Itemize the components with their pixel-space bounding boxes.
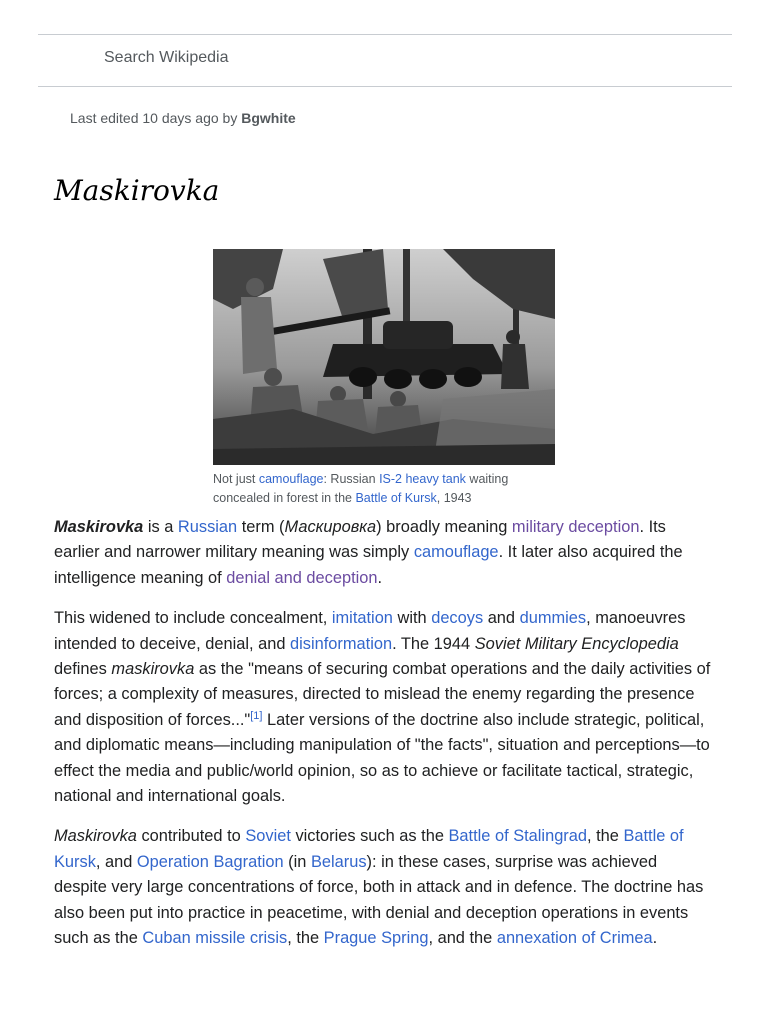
link-battle-of-stalingrad[interactable]: Battle of Stalingrad — [448, 827, 587, 846]
reference-1[interactable]: [1] — [250, 709, 263, 722]
link-is2-heavy-tank[interactable]: IS-2 heavy tank — [379, 472, 466, 486]
link-operation-bagration[interactable]: Operation Bagration — [136, 852, 284, 871]
link-cuban-missile-crisis[interactable]: Cuban missile crisis — [142, 929, 288, 948]
tank-photo[interactable] — [213, 249, 555, 465]
caption-text: , 1943 — [436, 491, 472, 505]
link-military-deception[interactable]: military deception — [511, 518, 640, 536]
link-imitation[interactable]: imitation — [331, 609, 393, 628]
link-annexation-of-crimea[interactable]: annexation of Crimea — [496, 929, 653, 948]
term-maskirovka: Maskirovka — [54, 827, 137, 846]
term-maskirovka: maskirovka — [111, 660, 195, 679]
caption-text: waiting concealed in forest in the — [213, 472, 509, 505]
term-cyrillic: Маскировка — [284, 518, 377, 536]
link-battle-of-kursk[interactable]: Battle of Kursk — [355, 491, 437, 505]
last-edited-bar[interactable] — [70, 110, 296, 126]
link-camouflage[interactable]: camouflage — [258, 472, 324, 486]
figure-caption — [213, 470, 555, 508]
link-russian[interactable]: Russian — [177, 518, 238, 536]
article-figure — [213, 249, 555, 508]
top-divider — [38, 34, 732, 35]
paragraph-definition: This widened to include concealment, imitation with decoys and dummies, manoeuvres intended to deceive, denial, and disinformation. The 1944 Soviet Military Encyclopedia defines maskirovka as the "means of securing combat operations and the daily activities of forces; a complexity of measures, directed to mislead the enemy regarding the presence and disposition of forces..."[1] Later versions of the doctrine also include strategic, political, and diplomatic means—including manipulation of "the facts", situation and perceptions—to effect the media and public/world opinion, so as to achieve or facilitate tactical, strategic, national and international goals. — [54, 609, 711, 806]
link-belarus[interactable]: Belarus — [310, 852, 367, 871]
term-encyclopedia: Soviet Military Encyclopedia — [474, 634, 679, 653]
caption-text: : Russian — [323, 472, 380, 486]
link-dummies[interactable]: dummies — [519, 609, 587, 628]
link-battle-of-kursk-body[interactable]: Battle of Kursk — [54, 827, 684, 871]
term-bold: Maskirovka — [54, 518, 144, 536]
link-disinformation[interactable]: disinformation — [290, 634, 393, 653]
last-edited-text: Last edited 10 days ago by — [70, 110, 242, 126]
link-prague-spring[interactable]: Prague Spring — [323, 929, 429, 948]
article-body — [54, 515, 714, 967]
paragraph-intro: Maskirovka is a Russian term (Маскировка) broadly meaning military deception. Its earlier and narrower military meaning was simply camouflage. It later also acquired the intelligence meaning of denial and deception. — [54, 518, 683, 587]
caption-text: Not just — [213, 472, 259, 486]
link-soviet[interactable]: Soviet — [245, 827, 291, 846]
link-camouflage-body[interactable]: camouflage — [413, 543, 499, 562]
link-decoys[interactable]: decoys — [431, 609, 484, 628]
search-input[interactable]: Search Wikipedia — [104, 49, 229, 66]
paragraph-history: Maskirovka contributed to Soviet victories such as the Battle of Stalingrad, the Battle of Kursk, and Operation Bagration (in Belarus): in these cases, surprise was achieved despite very large concentrations of force, both in attack and in defence. The doctrine has also been put into practice in peacetime, with denial and deception operations in events such as the Cuban missile crisis, the Prague Spring, and the annexation of Crimea. — [54, 827, 704, 948]
last-edited-user[interactable]: Bgwhite — [241, 110, 296, 126]
link-denial-and-deception[interactable]: denial and deception — [226, 568, 378, 587]
search-divider — [38, 86, 732, 87]
page-title: Maskirovka — [54, 174, 220, 207]
